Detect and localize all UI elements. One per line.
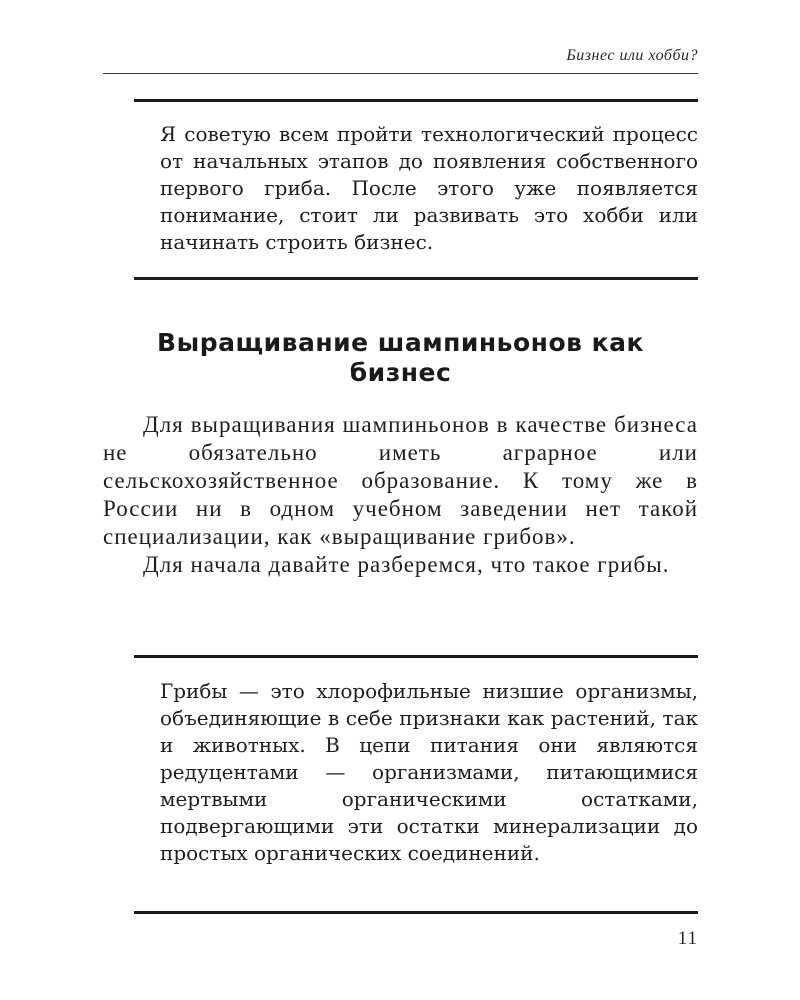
running-head: Бизнес или хобби? <box>566 47 698 64</box>
page-number: 11 <box>677 928 698 949</box>
body-paragraph-2: Для начала давайте разберемся, что такое грибы. <box>143 552 670 577</box>
body-paragraph-1: Для выращивания шампиньонов в качестве бизнеса не обязательно иметь аграрное или сельскохозяйственное образование. К тому же в России ни в одном учебном заведении нет такой специализации, как «выращивание грибов». <box>103 412 698 549</box>
callout-1-top-rule <box>134 99 698 102</box>
callout-1-bottom-rule <box>134 277 698 280</box>
header-rule <box>103 73 698 74</box>
callout-1-text: Я советую всем пройти технологический процесс от начальных этапов до появления собственного первого гриба. После этого уже появляется понимание, стоит ли развивать это хобби или начинать строить бизнес. <box>160 122 698 254</box>
section-body <box>103 411 698 579</box>
section-title: Выращивание шампиньонов как бизнес <box>157 328 644 387</box>
callout-2-text: Грибы — это хлорофильные низшие организмы, объединяющие в себе признаки как растений, так и животных. В цепи питания они являются редуцентами — организмами, питающимися мертвыми органическими остатками, подвергающими эти остатки минерализации до простых органических соединений. <box>160 679 698 865</box>
callout-2-top-rule <box>134 655 698 658</box>
callout-2-bottom-rule <box>134 911 698 914</box>
